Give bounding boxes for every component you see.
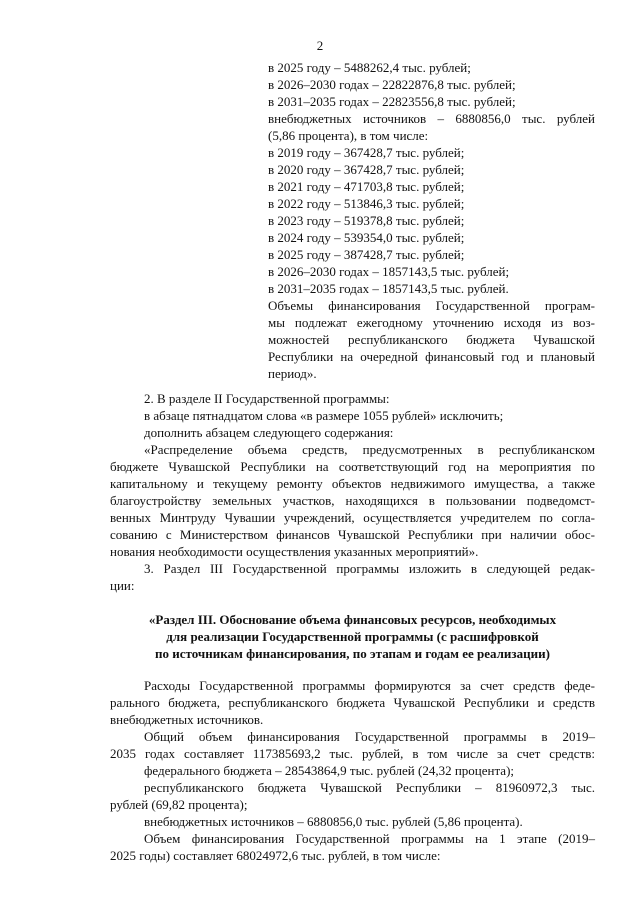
heading-line: «Раздел III. Обоснование объема финансовых ресурсов, необходимых — [148, 612, 557, 627]
paragraph-line: венных Минтруду Чувашии учреждений, осуществляется учредителем по согла- — [110, 510, 595, 525]
paragraph-line: 2035 годах составляет 117385693,2 тыс. рублей, в том числе за счет средств: — [110, 746, 595, 761]
funding-line: в 2021 году – 471703,8 тыс. рублей; — [268, 179, 465, 194]
funding-line: в 2022 году – 513846,3 тыс. рублей; — [268, 196, 465, 211]
funding-line: в 2025 году – 5488262,4 тыс. рублей; — [268, 60, 471, 75]
paragraph-line: капитальному и текущему ремонту объектов недвижимого имущества, а также — [110, 476, 595, 491]
paragraph-line: бюджете Чувашской Республики на соответствующий год на мероприятия по — [110, 459, 595, 474]
paragraph-line: нования необходимости осуществления указанных мероприятий». — [110, 544, 479, 559]
paragraph-line: в абзаце пятнадцатом слова «в размере 1055 рублей» исключить; — [144, 408, 504, 423]
note-line: мы подлежат ежегодному уточнению исходя из воз- — [268, 315, 595, 330]
paragraph-line: федерального бюджета – 28543864,9 тыс. рублей (24,32 процента); — [144, 763, 515, 778]
note-line: Республики на очередной финансовый год и плановый — [268, 349, 595, 364]
paragraph-line: благоустройству земельных участков, находящихся в пользовании подведомст- — [110, 493, 595, 508]
funding-line: в 2026–2030 годах – 22822876,8 тыс. рублей; — [268, 77, 516, 92]
paragraph-line: «Распределение объема средств, предусмотренных в республиканском — [144, 442, 595, 457]
paragraph-line: Общий объем финансирования Государственной программы в 2019– — [144, 729, 595, 744]
funding-line: в 2031–2035 годах – 1857143,5 тыс. рублей. — [268, 281, 509, 296]
paragraph-line: 2025 годы) составляет 68024972,6 тыс. рублей, в том числе: — [110, 848, 441, 863]
paragraph-line: 2. В разделе II Государственной программы: — [144, 391, 390, 406]
funding-line: в 2025 году – 387428,7 тыс. рублей; — [268, 247, 465, 262]
note-line: можностей республиканского бюджета Чувашской — [268, 332, 595, 347]
paragraph-line: ции: — [110, 578, 135, 593]
paragraph-line: рального бюджета, республиканского бюджета Чувашской Республики и средств — [110, 695, 595, 710]
heading-line: по источникам финансирования, по этапам и годам ее реализации) — [155, 646, 550, 661]
paragraph-line: внебюджетных источников – 6880856,0 тыс. рублей (5,86 процента). — [144, 814, 523, 829]
funding-line: в 2019 году – 367428,7 тыс. рублей; — [268, 145, 465, 160]
note-line: Объемы финансирования Государственной програм- — [268, 298, 595, 313]
funding-line: в 2026–2030 годах – 1857143,5 тыс. рублей; — [268, 264, 510, 279]
paragraph-line: дополнить абзацем следующего содержания: — [144, 425, 394, 440]
page-number: 2 — [316, 38, 324, 53]
funding-line: в 2020 году – 367428,7 тыс. рублей; — [268, 162, 465, 177]
paragraph-line: сованию с Министерством финансов Чувашской Республики при наличии обос- — [110, 527, 595, 542]
note-line: период». — [268, 366, 317, 381]
paragraph-line: 3. Раздел III Государственной программы изложить в следующей редак- — [144, 561, 595, 576]
funding-line: внебюджетных источников – 6880856,0 тыс. рублей — [268, 111, 595, 126]
paragraph-line: Объем финансирования Государственной программы на 1 этапе (2019– — [144, 831, 595, 846]
funding-line: в 2031–2035 годах – 22823556,8 тыс. рублей; — [268, 94, 516, 109]
heading-line: для реализации Государственной программы (с расшифровкой — [166, 629, 539, 644]
paragraph-line: Расходы Государственной программы формируются за счет средств феде- — [144, 678, 595, 693]
paragraph-line: республиканского бюджета Чувашской Республики – 81960972,3 тыс. — [144, 780, 595, 795]
funding-line: в 2024 году – 539354,0 тыс. рублей; — [268, 230, 465, 245]
funding-line: в 2023 году – 519378,8 тыс. рублей; — [268, 213, 465, 228]
paragraph-line: рублей (69,82 процента); — [110, 797, 248, 812]
funding-line: (5,86 процента), в том числе: — [268, 128, 429, 143]
paragraph-line: внебюджетных источников. — [110, 712, 264, 727]
